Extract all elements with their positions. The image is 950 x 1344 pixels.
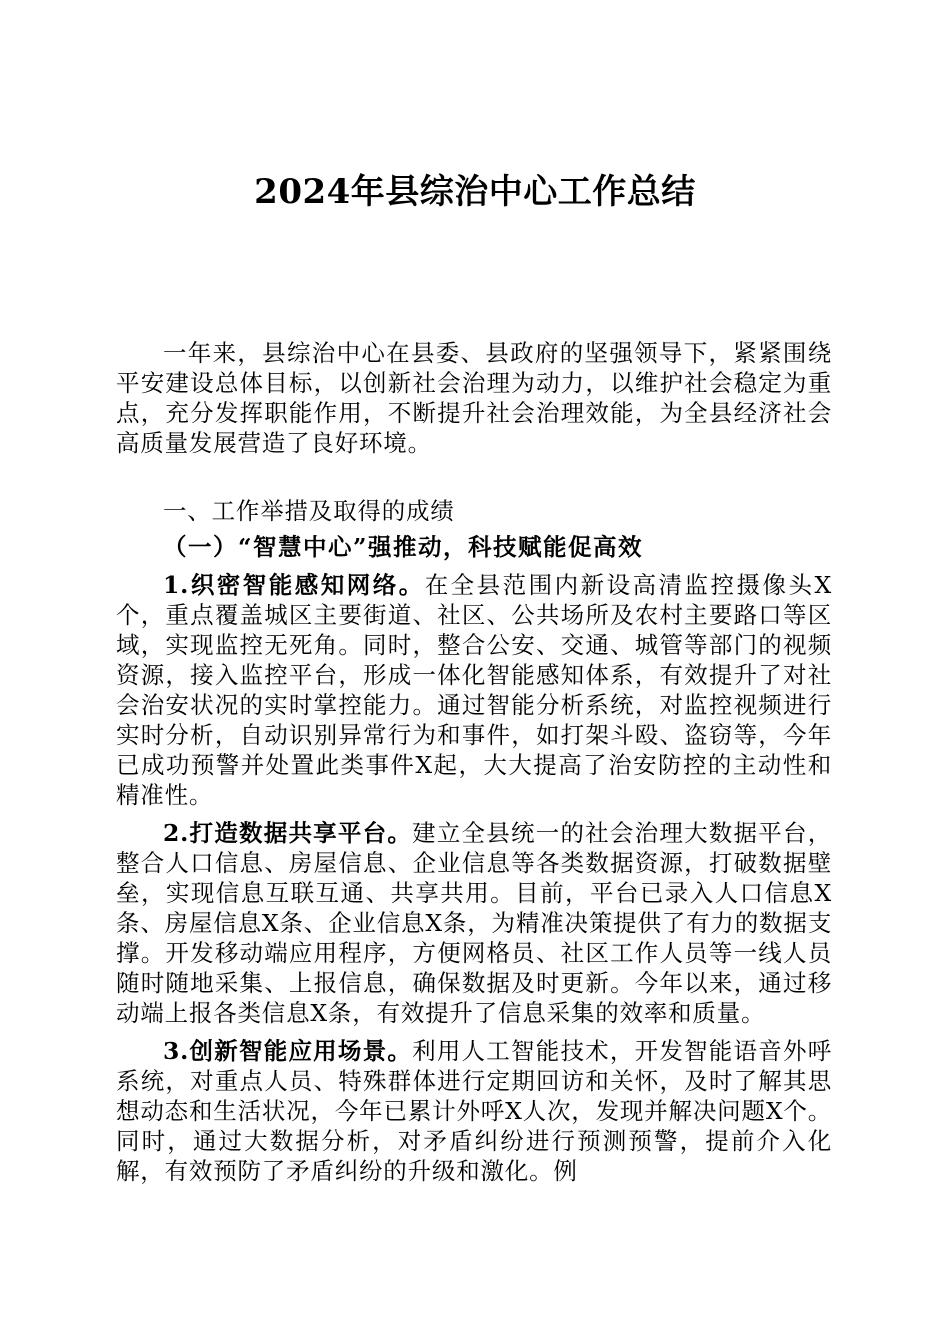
item-lead: 3.创新智能应用场景。 xyxy=(163,1037,413,1065)
document-title: 2024年县综治中心工作总结 xyxy=(254,172,696,212)
intro-paragraph: 一年来，县综治中心在县委、县政府的坚强领导下，紧紧围绕平安建设总体目标，以创新社会治理为动力，以维护社会稳定为重点，充分发挥职能作用，不断提升社会治理效能，为全县经济社会高质量发展营造了良好环境。 xyxy=(116,339,832,457)
list-item xyxy=(116,1036,832,1186)
document-body xyxy=(116,338,832,1194)
item-text: 利用人工智能技术，开发智能语音外呼系统，对重点人员、特殊群体进行定期回访和关怀，及时了解其思想动态和生活状况，今年已累计外呼X人次，发现并解决问题X个。同时，通过大数据分析，对矛盾纠纷进行预测预警，提前介入化解，有效预防了矛盾纠纷的升级和激化。例 xyxy=(116,1037,832,1185)
list-item xyxy=(116,570,832,810)
subsection-heading: （一）“智慧中心”强推动，科技赋能促高效 xyxy=(163,533,644,561)
item-text: 建立全县统一的社会治理大数据平台，整合人口信息、房屋信息、企业信息等各类数据资源，打破数据壁垒，实现信息互联互通、共享共用。目前，平台已录入人口信息X条、房屋信息X条、企业信息X条，为精准决策提供了有力的数据支撑。开发移动端应用程序，方便网格员、社区工作人员等一线人员随时随地采集、上报信息，确保数据及时更新。今年以来，通过移动端上报各类信息X条，有效提升了信息采集的效率和质量。 xyxy=(116,819,832,1027)
section-heading: 一、工作举措及取得的成绩 xyxy=(163,497,455,525)
list-item xyxy=(116,818,832,1028)
item-text: 在全县范围内新设高清监控摄像头X个，重点覆盖城区主要街道、社区、公共场所及农村主要路口等区域，实现监控无死角。同时，整合公安、交通、城管等部门的视频资源，接入监控平台，形成一体化智能感知体系，有效提升了对社会治安状况的实时掌控能力。通过智能分析系统，对监控视频进行实时分析，自动识别异常行为和事件，如打架斗殴、盗窃等，今年已成功预警并处置此类事件X起，大大提高了治安防控的主动性和精准性。 xyxy=(116,571,832,809)
item-lead: 1.织密智能感知网络。 xyxy=(163,571,425,599)
item-lead: 2.打造数据共享平台。 xyxy=(163,819,413,847)
